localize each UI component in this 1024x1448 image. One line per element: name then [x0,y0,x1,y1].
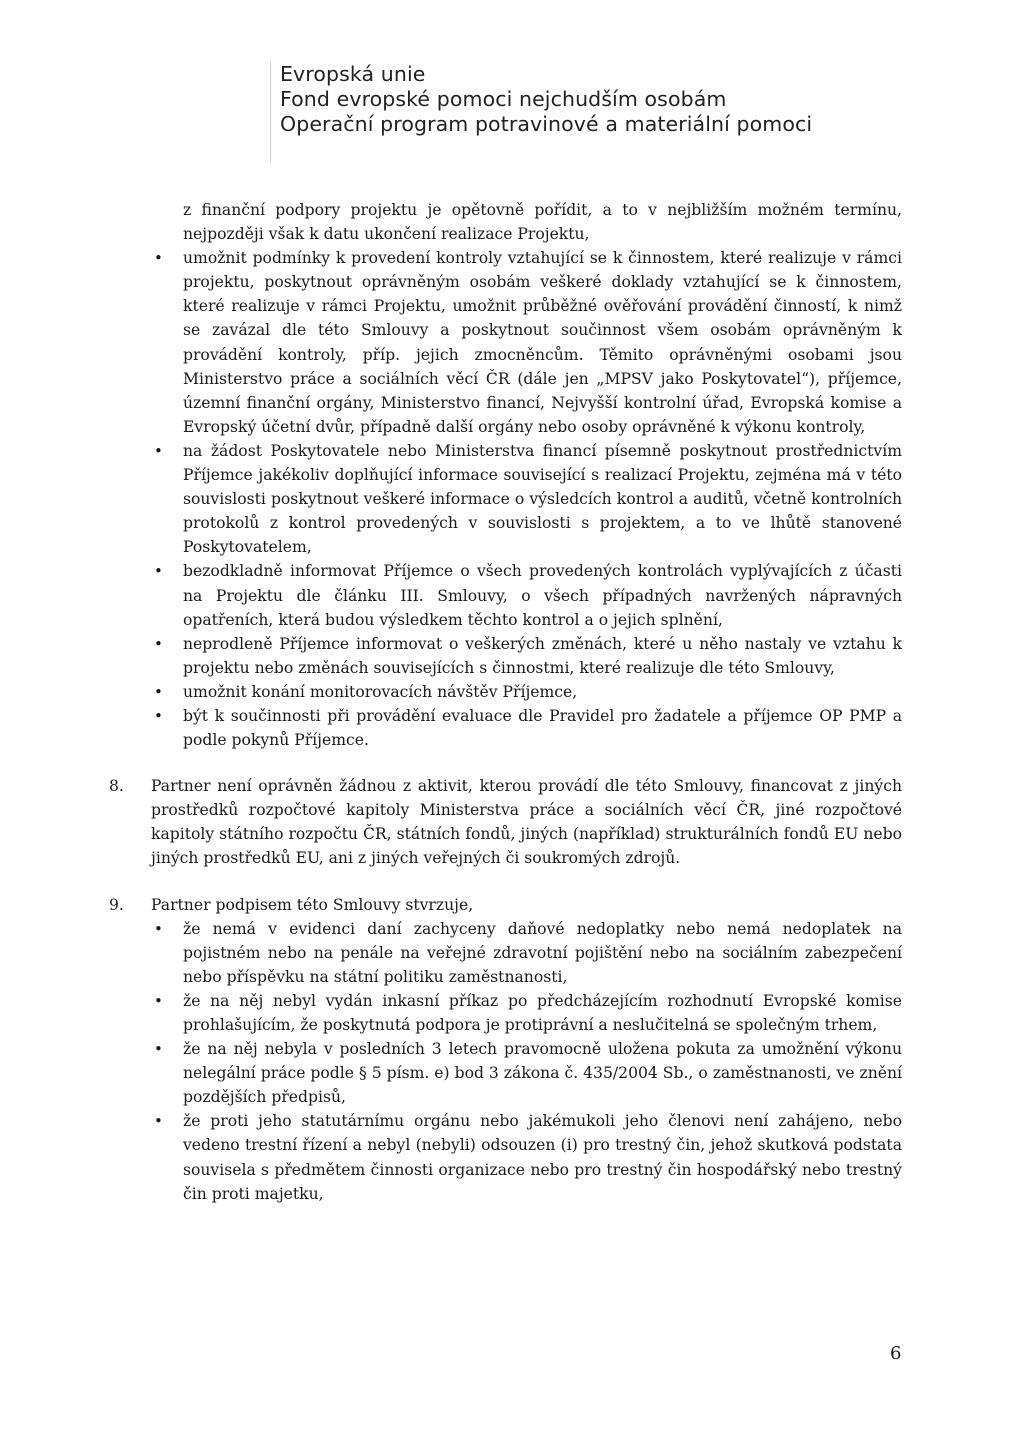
list-item [151,704,902,752]
list-item-text: že proti jeho statutárnímu orgánu nebo jakémukoli jeho členovi není zahájeno, nebo vedeno trestní řízení a nebyl (nebyli) odsouzen (i) pro trestný čin, jehož skutková podstata souvisela s předmětem činnosti organizace nebo pro trestný čin hospodářský nebo trestný čin proti majetku, [183,1112,902,1203]
list-item-text: že nemá v evidenci daní zachyceny daňové nedoplatky nebo nemá nedoplatek na pojistném nebo na penále na veřejné zdravotní pojištění nebo na sociálním zabezpečení nebo příspěvku na státní politiku zaměstnanosti, [183,919,902,986]
header-fund: Fond evropské pomoci nejchudším osobám [280,87,727,111]
bullet-icon: • [154,706,163,725]
list-item [151,1109,902,1205]
bullet-icon: • [154,682,163,701]
section-number: 9. [109,895,124,914]
section-intro: Partner podpisem této Smlouvy stvrzuje, [151,895,474,914]
bullet-icon: • [154,1112,163,1131]
document-body [109,198,902,1206]
list-item-text: že na něj nebyla v posledních 3 letech pravomocně uložena pokuta za umožnění výkonu nelegální práce podle § 5 písm. e) bod 3 zákona č. 435/2004 Sb., o zaměstnanosti, ve znění pozdějších předpisů, [183,1040,902,1107]
list-item [151,246,902,439]
section-number: 8. [109,777,124,796]
list-item-text: umožnit podmínky k provedení kontroly vztahující se k činnostem, které realizuje v rámci projektu, poskytnout oprávněným osobám veškeré doklady vztahující se k činnostem, které realizuje v rámci Projektu, umožnit průběžné ověřování provádění činností, k nimž se zavázal dle této Smlouvy a poskytnout součinnost všem osobám oprávněným k provádění kontroly, příp. jejich zmocněncům. Těmito oprávněnými osobami jsou Ministerstvo práce a sociálních věcí ČR (dále jen „MPSV jako Poskytovatel“), příjemce, územní finanční orgány, Ministerstvo financí, Nejvyšší kontrolní úřad, Evropská komise a Evropský účetní dvůr, případně další orgány nebo osoby oprávněné k výkonu kontroly, [183,249,902,436]
list-item-text: na žádost Poskytovatele nebo Ministerstva financí písemně poskytnout prostřednictvím Příjemce jakékoliv doplňující informace související s realizací Projektu, zejména má v této souvislosti poskytnout veškeré informace o výsledcích kontrol a auditů, včetně kontrolních protokolů z kontrol provedených v souvislosti s projektem, a to ve lhůtě stanovené Poskytovatelem, [183,441,902,557]
header-program: Operační program potravinové a materiální pomoci [280,112,813,136]
list-item [151,632,902,680]
list-item [151,917,902,989]
list-item [151,680,902,704]
list-item-text: umožnit konání monitorovacích návštěv Příjemce, [183,682,578,701]
bullet-icon: • [154,441,163,460]
header-eu: Evropská unie [280,62,426,86]
bullet-icon: • [154,991,163,1010]
section-9 [109,893,902,1206]
list-item [151,1037,902,1109]
bullet-icon: • [154,1040,163,1059]
page-number: 6 [890,1343,902,1364]
list-item-text: že na něj nebyl vydán inkasní příkaz po předcházejícím rozhodnutí Evropské komise prohlašujícím, že poskytnutá podpora je protiprávní a neslučitelná se společným trhem, [183,991,902,1034]
section-text: Partner není oprávněn žádnou z aktivit, kterou provádí dle této Smlouvy, financovat z jiných prostředků rozpočtové kapitoly Ministerstva práce a sociálních věcí ČR, jiné rozpočtové kapitoly státního rozpočtu ČR, státních fondů, jiných (například) strukturálních fondů EU nebo jiných prostředků EU, ani z jiných veřejných či soukromých zdrojů. [151,777,902,868]
list-item-text: být k součinnosti při provádění evaluace dle Pravidel pro žadatele a příjemce OP PMP a podle pokynů Příjemce. [183,706,902,750]
list-item-text: bezodkladně informovat Příjemce o všech provedených kontrolách vyplývajících z účasti na Projektu dle článku III. Smlouvy, o všech případných navržených nápravných opatřeních, která budou výsledkem těchto kontrol a o jejich splnění, [183,562,902,629]
bullet-icon: • [154,634,163,653]
bullet-icon: • [154,562,163,581]
list-item [151,439,902,559]
list-item [151,559,902,631]
list-item-text: neprodleně Příjemce informovat o veškerých změnách, které u něho nastaly ve vztahu k projektu nebo změnách souvisejících s činnostmi, které realizuje dle této Smlouvy, [183,634,902,677]
list-item [151,989,902,1037]
continuation-paragraph: z finanční podpory projektu je opětovně pořídit, a to v nejbližším možném termínu, nejpozději však k datu ukončení realizace Projektu, [183,201,902,244]
obligations-list [151,246,902,752]
document-header [270,62,812,162]
bullet-icon: • [154,919,163,938]
section-8 [109,774,902,870]
declarations-list [151,917,902,1206]
bullet-icon: • [154,249,163,268]
